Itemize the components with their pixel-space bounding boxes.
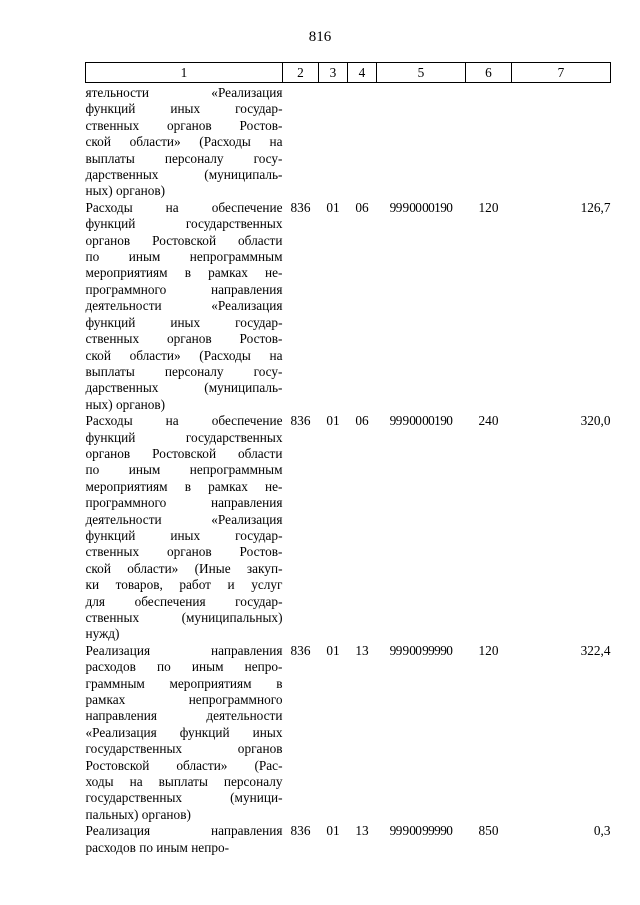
description-line: рамках непрограммного <box>85 692 283 708</box>
description-line: дарственных (муниципаль- <box>85 380 283 396</box>
subsection-code: 06 <box>355 199 369 215</box>
page-number: 816 <box>308 29 332 45</box>
expense-type-code: 240 <box>478 413 499 429</box>
expense-type-code: 120 <box>478 642 499 658</box>
description-line: ственных (муниципальных) <box>85 610 283 625</box>
column-header-3: 3 <box>319 63 348 83</box>
table-row <box>86 83 611 200</box>
description-line: ской области» (Расходы на <box>85 134 283 150</box>
description-line: Реализация направления <box>85 823 283 839</box>
amount-value: 322,4 <box>580 642 611 658</box>
description-line: выплаты персоналу госу- <box>85 150 283 166</box>
description-line: Расходы на обеспечение <box>85 199 283 215</box>
description-line: деятельности «Реализация <box>85 511 283 527</box>
table-row <box>86 643 611 823</box>
description-line: ных) органов) <box>85 396 166 412</box>
column-header-4: 4 <box>348 63 377 83</box>
target-article-code: 99 9 00 99990 <box>389 823 453 839</box>
table-row <box>86 823 611 856</box>
description-line: программного направления <box>85 495 283 511</box>
amount-value: 0,3 <box>593 823 611 839</box>
description-line: ходы на выплаты персоналу <box>85 774 283 790</box>
description-line: органов Ростовской области <box>85 232 283 248</box>
ministry-code: 836 <box>290 413 311 429</box>
description-line: пальных) органов) <box>85 806 191 822</box>
section-code: 01 <box>326 823 340 839</box>
amount-value: 126,7 <box>580 199 611 215</box>
column-header-2: 2 <box>283 63 319 83</box>
subsection-code: 13 <box>355 642 369 658</box>
target-article-code <box>377 83 466 200</box>
description-line: ных) органов) <box>85 183 166 199</box>
column-header-6: 6 <box>466 63 512 83</box>
description-line: деятельности «Реализация <box>85 298 283 314</box>
row-description <box>86 83 283 200</box>
expense-type-code: 120 <box>478 199 499 215</box>
ministry-code: 836 <box>290 642 311 658</box>
target-article-code: 99 9 00 00190 <box>389 413 453 429</box>
section-code: 01 <box>326 413 340 429</box>
description-line: по иным непрограммным <box>85 462 283 478</box>
description-line: ятельности «Реализация <box>85 85 283 100</box>
ministry-code <box>283 83 319 200</box>
row-description <box>86 643 283 823</box>
description-line: ственных органов Ростов- <box>85 544 283 560</box>
description-line: для обеспечения государ- <box>85 593 283 609</box>
subsection-code: 13 <box>355 823 369 839</box>
description-line: Реализация направления <box>85 642 283 658</box>
section-code <box>319 83 348 200</box>
description-line: функций иных государ- <box>85 101 283 117</box>
description-line: функций иных государ- <box>85 314 283 330</box>
description-line: мероприятиям в рамках не- <box>85 265 283 281</box>
description-line: функций государственных <box>85 429 283 445</box>
description-line: Расходы на обеспечение <box>85 413 283 429</box>
table-body <box>86 83 611 857</box>
column-header-5: 5 <box>377 63 466 83</box>
description-line: дарственных (муниципаль- <box>85 167 283 183</box>
ministry-code: 836 <box>290 823 311 839</box>
target-article-code: 99 9 00 00190 <box>389 199 453 215</box>
description-line: расходов по иным непро- <box>85 839 230 855</box>
table-row <box>86 200 611 413</box>
description-line: ственных органов Ростов- <box>85 117 283 133</box>
amount-value: 320,0 <box>580 413 611 429</box>
description-line: расходов по иным непро- <box>85 659 283 675</box>
ministry-code: 836 <box>290 199 311 215</box>
description-line: государственных органов <box>85 741 283 757</box>
budget-table <box>85 62 611 856</box>
target-article-code: 99 9 00 99990 <box>389 642 453 658</box>
description-line: программного направления <box>85 281 283 297</box>
expense-type-code <box>466 83 512 200</box>
table-row <box>86 413 611 643</box>
section-code: 01 <box>326 642 340 658</box>
description-line: функций иных государ- <box>85 527 283 543</box>
expense-type-code: 850 <box>478 823 499 839</box>
amount-value <box>512 83 611 200</box>
section-code: 01 <box>326 199 340 215</box>
description-line: ственных органов Ростов- <box>85 331 283 347</box>
description-line: Ростовской области» (Рас- <box>85 757 283 773</box>
description-line: ской области» (Иные закуп- <box>85 560 283 576</box>
row-description <box>86 823 283 856</box>
description-line: «Реализация функций иных <box>85 724 283 740</box>
description-line: ки товаров, работ и услуг <box>85 577 283 593</box>
description-line: нужд) <box>85 626 120 642</box>
description-line: ской области» (Расходы на <box>85 347 283 363</box>
row-description <box>86 200 283 413</box>
subsection-code <box>348 83 377 200</box>
description-line: функций государственных <box>85 216 283 232</box>
description-line: органов Ростовской области <box>85 445 283 461</box>
column-header-1: 1 <box>86 63 283 83</box>
description-line: мероприятиям в рамках не- <box>85 478 283 494</box>
row-description <box>86 413 283 643</box>
description-line: направления деятельности <box>85 708 283 724</box>
subsection-code: 06 <box>355 413 369 429</box>
description-line: выплаты персоналу госу- <box>85 363 283 379</box>
description-line: граммным мероприятиям в <box>85 675 283 691</box>
description-line: государственных (муници- <box>85 790 283 806</box>
description-line: по иным непрограммным <box>85 249 283 265</box>
column-header-7: 7 <box>512 63 611 83</box>
header-row <box>86 63 611 83</box>
